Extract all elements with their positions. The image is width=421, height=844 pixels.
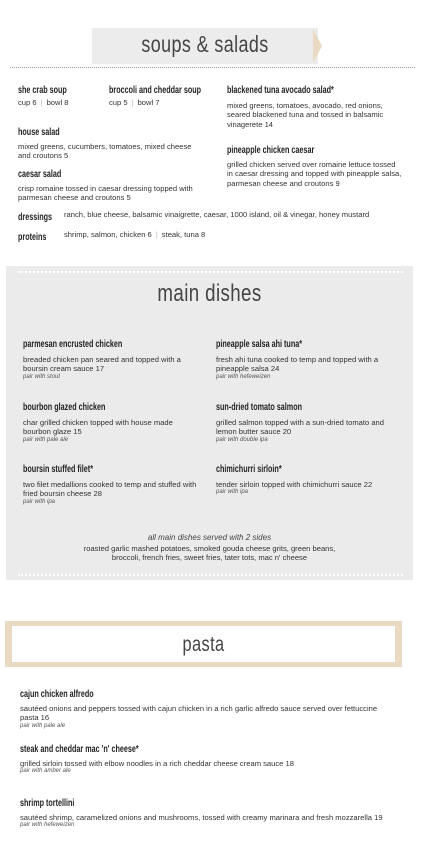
menu-item-shrimp-tortellini [20, 793, 390, 828]
item-title: cajun chicken alfredo [20, 689, 94, 700]
sides-title: all main dishes served with 2 sides [147, 533, 272, 542]
dressings-list: ranch, blue cheese, balsamic vinaigrette, caesar, 1000 island, oil & vinegar, honey mustard [64, 210, 370, 219]
item-title: blackened tuna avocado salad* [227, 85, 334, 96]
item-desc: mixed greens, tomatoes, avocado, red onions, seared blackened tuna and tossed in balsamic vinagerete 14 [227, 101, 384, 129]
item-desc: breaded chicken pan seared and topped with a boursin cream sauce 17 [23, 355, 181, 374]
item-desc: grilled chicken served over romaine lettuce tossed in caesar dressing and topped with pineapple salsa, parmesan cheese and croutons 9 [227, 160, 402, 188]
item-title: parmesan encrusted chicken [23, 339, 123, 350]
item-title: house salad [18, 127, 60, 138]
item-desc: mixed greens, cucumbers, tomatoes, mixed cheese and croutons 5 [18, 142, 192, 161]
menu-item-broccoli: broccoli and cheddar soup cup 5 | bowl 7 [109, 85, 202, 107]
item-pairing: pair with amber ale [20, 768, 71, 775]
proteins-part1: shrimp, salmon, chicken 6 [64, 230, 152, 239]
menu-item-filet [23, 459, 201, 505]
menu-item-pineapple-caesar [227, 140, 403, 188]
menu-item-steak-mac [20, 739, 390, 774]
menu-item-bourbon-chicken [23, 397, 201, 443]
menu-item-parmesan-chicken [23, 334, 201, 380]
item-title: steak and cheddar mac 'n' cheese* [20, 744, 139, 755]
item-title: chimichurri sirloin* [216, 464, 282, 475]
dressings-label: dressings [18, 212, 53, 223]
item-desc: two filet medallions cooked to temp and stuffed with fried boursin cheese 28 [23, 480, 197, 499]
item-price-cup: cup 5 [109, 98, 128, 107]
item-pairing: pair with ipa [216, 489, 249, 496]
item-title: pineapple salsa ahi tuna* [216, 339, 303, 350]
sides-block [6, 533, 413, 563]
item-desc: sautéed onions and peppers tossed with cajun chicken in a rich garlic alfredo sauce served over fettuccine pasta 16 [20, 704, 378, 723]
item-title: bourbon glazed chicken [23, 402, 106, 413]
menu-item-house-salad [18, 122, 196, 161]
item-pairing: pair with double ipa [216, 436, 268, 443]
menu-item-blackened-tuna [227, 80, 405, 129]
item-desc: crisp romaine tossed in caesar dressing topped with parmesan cheese and croutons 5 [18, 184, 193, 203]
panel-dotted-border [18, 574, 403, 576]
item-title: boursin stuffed filet* [23, 464, 94, 475]
item-pairing: pair with hefeweizen [20, 822, 75, 829]
sides-line-1: roasted garlic mashed potatoes, smoked gouda cheese grits, green beans, [83, 544, 336, 553]
menu-item-sirloin [216, 459, 400, 495]
item-desc: sautéed shrimp, caramelized onions and mushrooms, tossed with creamy marinara and fresh mozzarella 19 [20, 813, 383, 822]
item-price-bowl: bowl 7 [137, 98, 160, 107]
menu-item-cajun-alfredo [20, 684, 390, 729]
item-price-cup: cup 6 [18, 98, 37, 107]
item-desc: grilled sirloin tossed with elbow noodles in a rich cheddar cheese cream sauce 18 [20, 759, 294, 768]
item-title: she crab soup [18, 85, 67, 96]
item-title: sun-dried tomato salmon [216, 402, 303, 413]
item-title: shrimp tortellini [20, 798, 75, 809]
item-pairing: pair with pale ale [20, 722, 66, 729]
banner-notch [82, 28, 92, 64]
item-desc: fresh ahi tuna cooked to temp and topped with a pineapple salsa 24 [216, 355, 379, 374]
item-desc: grilled salmon topped with a sun-dried tomato and lemon butter sauce 20 [216, 418, 385, 437]
proteins-label: proteins [18, 232, 47, 243]
dressings-row [18, 207, 418, 225]
soups-title: soups & salads [141, 31, 269, 57]
menu-item-salmon [216, 397, 396, 443]
menu-item-ahi-tuna [216, 334, 396, 380]
sides-line-2: broccoli, french fries, sweet fries, tater tots, mac n' cheese [111, 553, 308, 563]
item-desc: tender sirloin topped with chimichurri sauce 22 [216, 480, 373, 489]
item-price-bowl: bowl 8 [46, 98, 69, 107]
menu-item-caesar-salad [18, 164, 198, 203]
item-title: broccoli and cheddar soup [109, 85, 202, 96]
item-pairing: pair with pale ale [23, 436, 69, 443]
item-pairing: pair with stout [23, 373, 61, 380]
divider [10, 67, 415, 68]
banner-tan-accent [313, 29, 322, 63]
pasta-title: pasta [182, 633, 225, 656]
proteins-part2: steak, tuna 8 [161, 230, 206, 239]
item-pairing: pair with ipa [23, 498, 56, 505]
menu-item-she-crab: she crab soup cup 6 | bowl 8 [18, 85, 69, 107]
panel-dotted-border [18, 271, 403, 273]
proteins-row: proteins shrimp, salmon, chicken 6 | steak, tuna 8 [18, 230, 206, 243]
item-desc: char grilled chicken topped with house made bourbon glaze 15 [23, 418, 173, 437]
item-title: pineapple chicken caesar [227, 145, 315, 156]
item-pairing: pair with hefeweizen [216, 373, 271, 380]
item-title: caesar salad [18, 169, 62, 180]
main-title: main dishes [157, 280, 262, 307]
